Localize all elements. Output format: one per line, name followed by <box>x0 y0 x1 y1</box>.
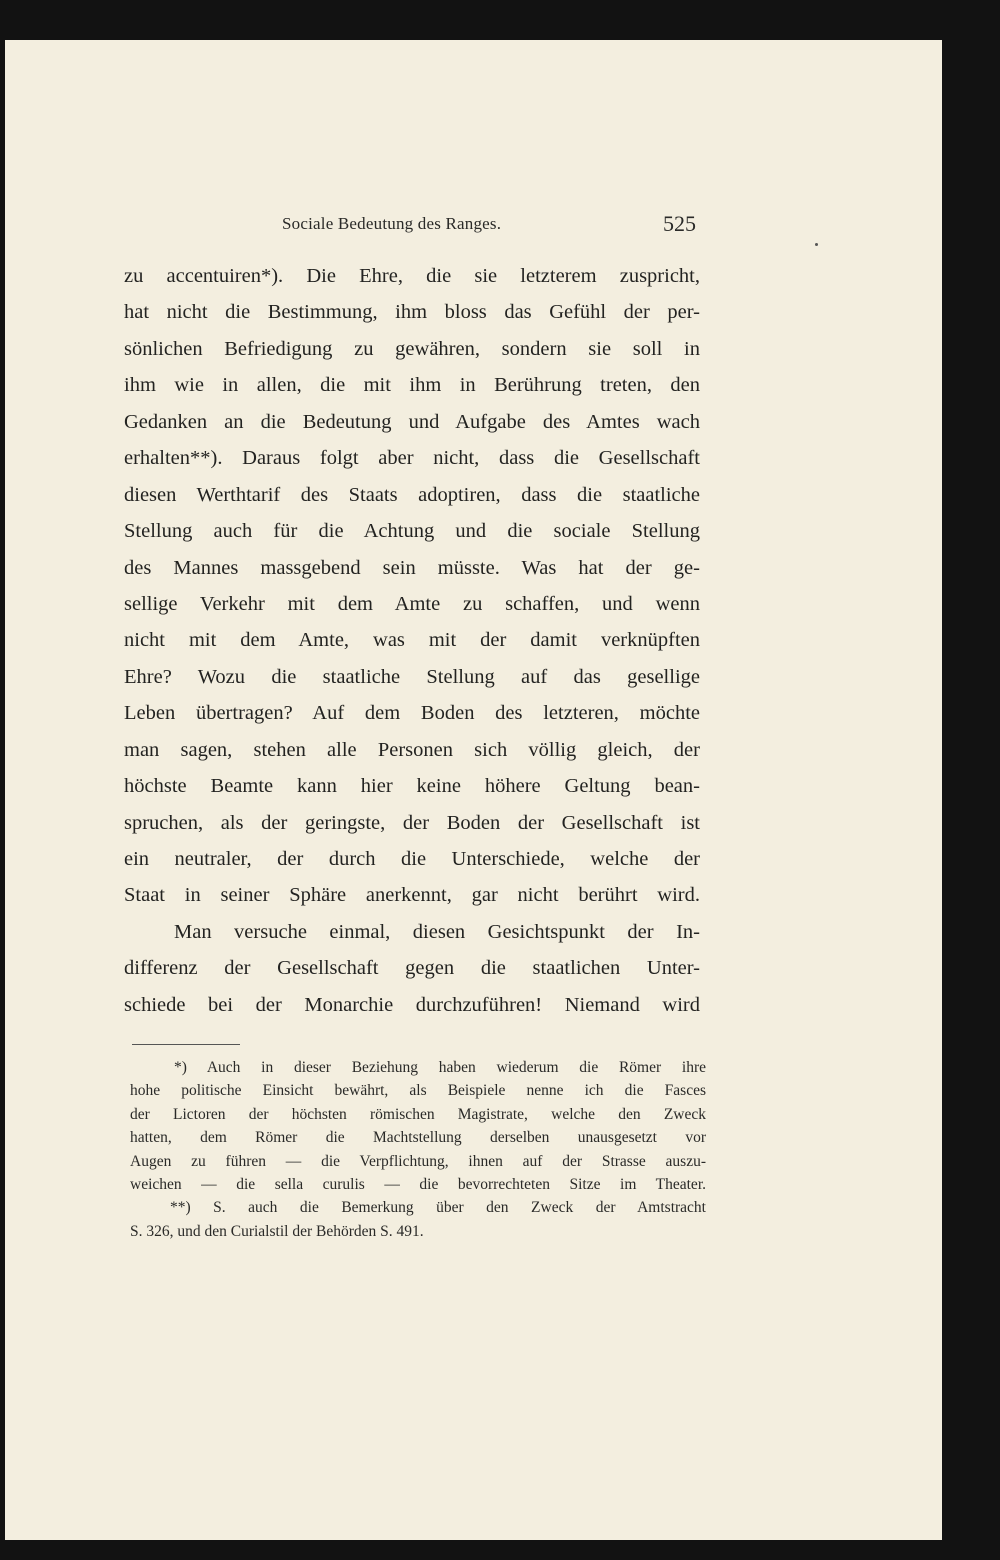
footnote-line: hatten, dem Römer die Machtstellung derselben unausgesetzt vor <box>130 1129 706 1147</box>
footnote-line: **) S. auch die Bemerkung über den Zweck der Amtstracht <box>170 1199 706 1217</box>
text-line: Staat in seiner Sphäre anerkennt, gar nicht berührt wird. <box>124 884 700 907</box>
text-line: ein neutraler, der durch die Unterschiede, welche der <box>124 848 700 870</box>
text-line: spruchen, als der geringste, der Boden der Gesellschaft ist <box>124 811 700 834</box>
footnote-line: *) Auch in dieser Beziehung haben wiederum die Römer ihre <box>174 1059 706 1076</box>
footnotes <box>130 1056 706 1243</box>
footnote-line: der Lictoren der höchsten römischen Magistrate, welche den Zweck <box>130 1105 706 1123</box>
text-line: sellige Verkehr mit dem Amte zu schaffen, und wenn <box>124 592 700 615</box>
text-line: Stellung auch für die Achtung und die sociale Stellung <box>124 520 700 543</box>
text-line: zu accentuiren*). Die Ehre, die sie letzterem zuspricht, <box>124 265 700 287</box>
footnote-line: Augen zu führen — die Verpflichtung, ihnen auf der Strasse auszu- <box>130 1152 706 1170</box>
running-head-title: Sociale Bedeutung des Ranges. <box>282 214 502 233</box>
text-line: man sagen, stehen alle Personen sich völlig gleich, der <box>124 738 700 761</box>
text-line: sönlichen Befriedigung zu gewähren, sondern sie soll in <box>124 337 700 360</box>
text-line: diesen Werthtarif des Staats adoptiren, dass die staatliche <box>124 483 700 506</box>
text-line: erhalten**). Daraus folgt aber nicht, dass die Gesellschaft <box>124 447 700 470</box>
footnote-rule <box>132 1044 240 1045</box>
body-text <box>124 258 700 1023</box>
text-line: des Mannes massgebend sein müsste. Was hat der ge- <box>124 556 700 579</box>
footnote-line: hohe politische Einsicht bewährt, als Beispiele nenne ich die Fasces <box>130 1082 706 1100</box>
footnote-line: weichen — die sella curulis — die bevorrechteten Sitze im Theater. <box>130 1175 706 1193</box>
page-number: 525 <box>663 211 696 236</box>
text-line: hat nicht die Bestimmung, ihm bloss das Gefühl der per- <box>124 301 700 324</box>
running-head <box>0 211 1000 244</box>
text-line: schiede bei der Monarchie durchzuführen! Niemand wird <box>124 993 700 1016</box>
text-line: Man versuche einmal, diesen Gesichtspunkt der In- <box>174 920 700 943</box>
text-line: differenz der Gesellschaft gegen die staatlichen Unter- <box>124 957 700 980</box>
text-line: Leben übertragen? Auf dem Boden des letzteren, möchte <box>124 702 700 725</box>
text-line: nicht mit dem Amte, was mit der damit verknüpften <box>124 629 700 652</box>
text-line: Gedanken an die Bedeutung und Aufgabe des Amtes wach <box>124 410 700 433</box>
text-line: höchste Beamte kann hier keine höhere Geltung bean- <box>124 775 700 798</box>
text-line: ihm wie in allen, die mit ihm in Berührung treten, den <box>124 374 700 397</box>
footnote-line: S. 326, und den Curialstil der Behörden S. 491. <box>130 1222 424 1240</box>
text-line: Ehre? Wozu die staatliche Stellung auf das gesellige <box>124 665 700 688</box>
